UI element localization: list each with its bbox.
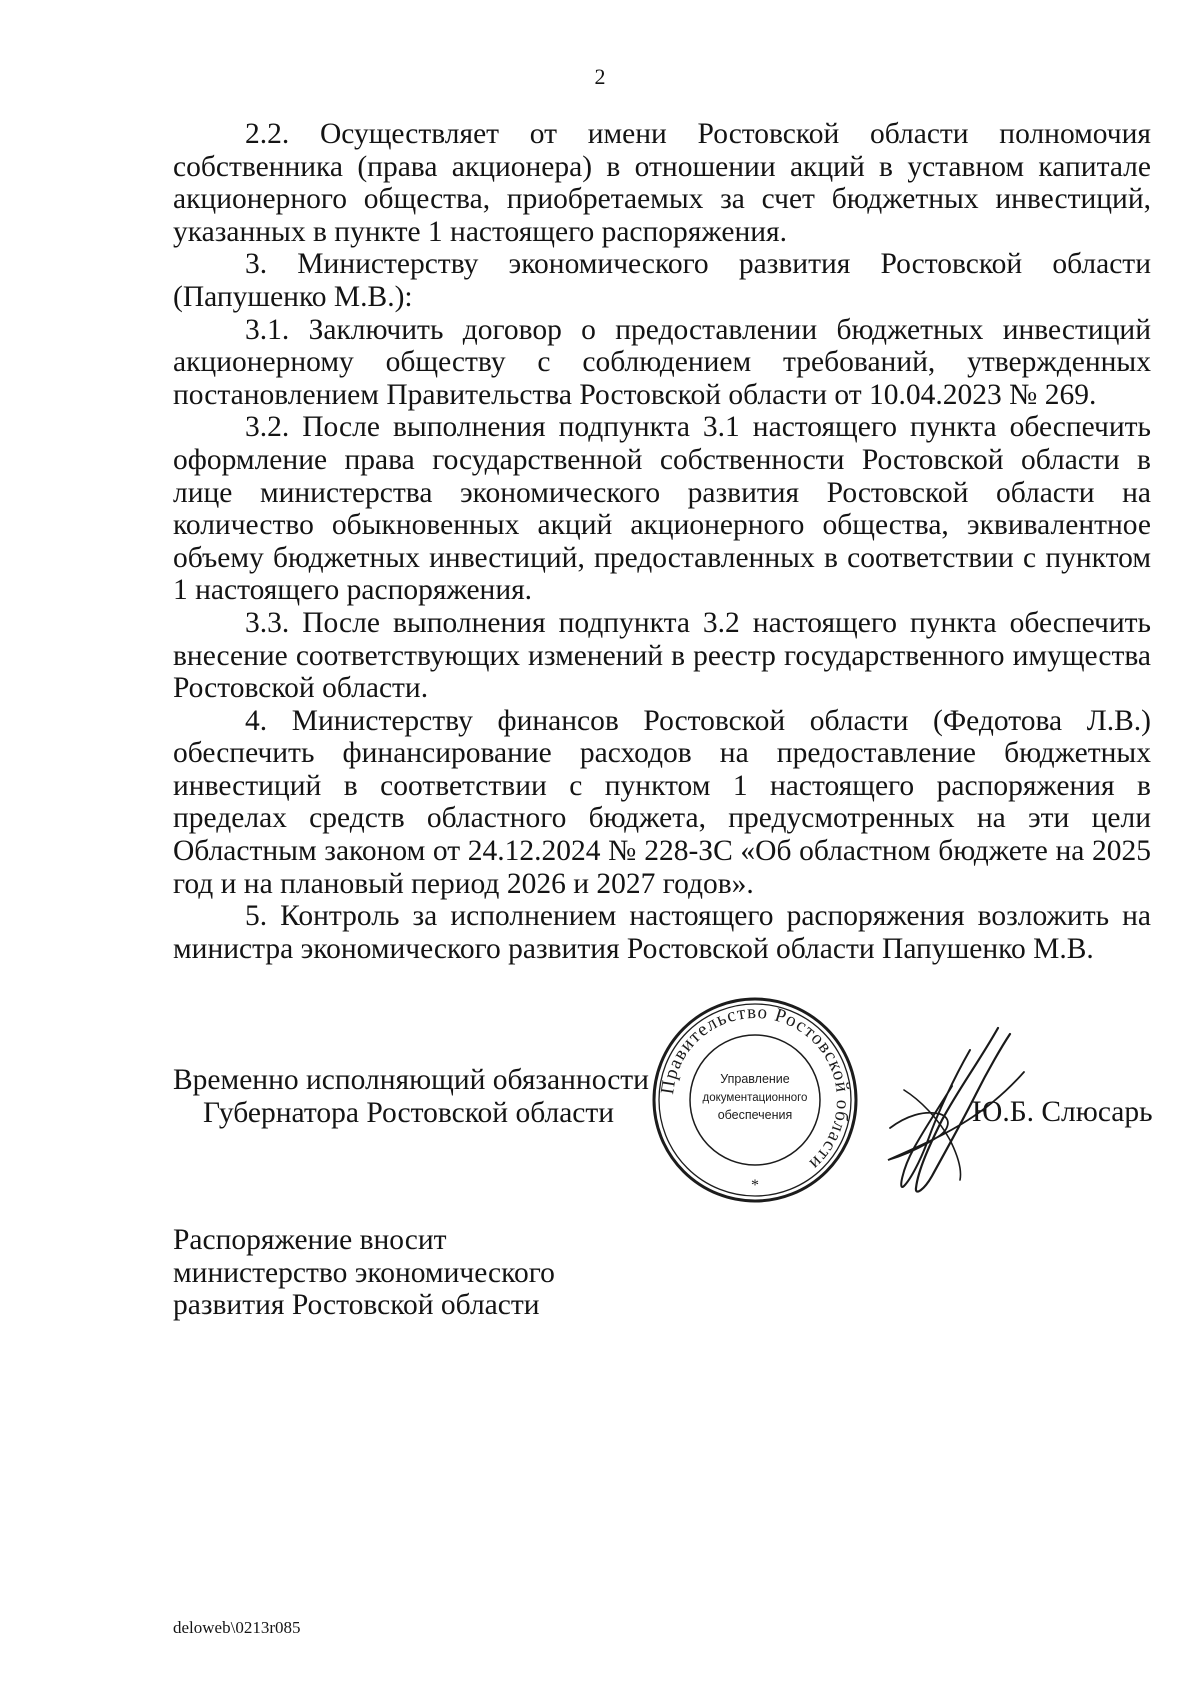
submitter-line-1: Распоряжение вносит xyxy=(173,1224,447,1256)
paragraph-4: 4. Министерству финансов Ростовской области (Федотова Л.В.) обеспечить финансирование расходов на предоставление бюджетных инвестиций в соответствии с пунктом 1 настоящего распоряжения в пределах средств областного бюджета, предусмотренных на эти цели Областным законом от 24.12.2024 № 228-ЗС «Об областном бюджете на 2025 год и на плановый период 2026 и 2027 годов». xyxy=(173,704,1151,900)
paragraph-5: 5. Контроль за исполнением настоящего распоряжения возложить на министра экономического развития Ростовской области Папушенко М.В. xyxy=(173,900,1151,965)
paragraph-3-3: 3.3. После выполнения подпункта 3.2 настоящего пункта обеспечить внесение соответствующих изменений в реестр государственного имущества Ростовской области. xyxy=(173,606,1151,705)
page-number: 2 xyxy=(594,64,606,89)
paragraph-2-2: 2.2. Осуществляет от имени Ростовской области полномочия собственника (права акционера) в отношении акций в уставном капитале акционерного общества, приобретаемых за счет бюджетных инвестиций, указанных в пункте 1 настоящего распоряжения. xyxy=(173,118,1151,248)
seal-inner-line-2: документационного xyxy=(702,1092,808,1104)
signer-position-line-1: Временно исполняющий обязанности xyxy=(173,1064,649,1096)
signer-name: Ю.Б. Слюсарь xyxy=(972,1096,1153,1128)
paragraph-3-2: 3.2. После выполнения подпункта 3.1 настоящего пункта обеспечить оформление права государственной собственности Ростовской области в лице министерства экономического развития Ростовской области на количество обыкновенных акций акционерного общества, эквивалентное объему бюджетных инвестиций, предоставленных в соответствии с пунктом 1 настоящего распоряжения. xyxy=(173,411,1151,607)
seal-inner-line-3: обеспечения xyxy=(717,1108,793,1122)
document-body xyxy=(173,118,1151,965)
seal-inner-line-1: Управление xyxy=(720,1072,790,1086)
paragraph-3-1: 3.1. Заключить договор о предоставлении бюджетных инвестиций акционерному обществу с соблюдением требований, утвержденных постановлением Правительства Ростовской области от 10.04.2023 № 269. xyxy=(173,313,1151,411)
signer-position xyxy=(173,1064,649,1129)
submitter-note xyxy=(173,1224,733,1322)
seal-star: * xyxy=(751,1177,759,1194)
submitter-line-3: развития Ростовской области xyxy=(173,1289,540,1322)
paragraph-3: 3. Министерству экономического развития Ростовской области (Папушенко М.В.): xyxy=(173,248,1151,313)
submitter-line-2: министерство экономического xyxy=(173,1256,555,1289)
seal-outer-text: Правительство Ростовской области xyxy=(657,1001,854,1175)
signer-position-line-2: Губернатора Ростовской области xyxy=(203,1096,615,1129)
official-seal-stamp xyxy=(650,995,860,1205)
document-code: deloweb\0213r085 xyxy=(173,1618,301,1637)
